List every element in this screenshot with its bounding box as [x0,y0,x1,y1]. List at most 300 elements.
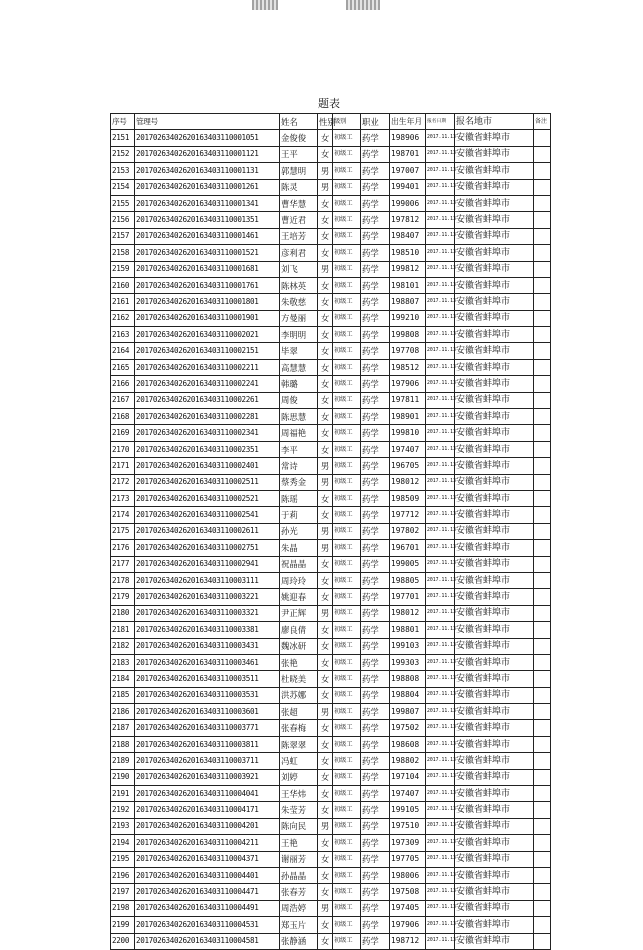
cell-birth: 197407 [390,441,426,457]
cell-date: 2017.11.13 [426,753,455,769]
cell-date: 2017.11.13 [426,867,455,883]
cell-id: 20170263402620163403110001121 [135,146,280,162]
cell-name: 杜晓美 [280,671,318,687]
cell-id: 20170263402620163403110002241 [135,376,280,392]
cell-sex: 女 [318,572,333,588]
cell-sex: 女 [318,392,333,408]
table-row [111,736,551,752]
cell-name: 于莉 [280,507,318,523]
table-row [111,228,551,244]
table-row [111,769,551,785]
table-row [111,392,551,408]
cell-job: 药学 [361,359,390,375]
cell-city: 安徽省蚌埠市 [455,769,534,785]
cell-city: 安徽省蚌埠市 [455,638,534,654]
cell-job: 药学 [361,884,390,900]
cell-birth: 197405 [390,900,426,916]
cell-birth: 198712 [390,933,426,949]
cell-note [534,327,551,343]
cell-date: 2017.11.13 [426,704,455,720]
cell-city: 安徽省蚌埠市 [455,818,534,834]
cell-city: 安徽省蚌埠市 [455,786,534,802]
cell-name: 彦利君 [280,245,318,261]
cell-id: 20170263402620163403110001351 [135,212,280,228]
cell-id: 20170263402620163403110003431 [135,638,280,654]
cell-category: 初级工 [333,818,361,834]
cell-no: 2198 [111,900,135,916]
cell-no: 2152 [111,146,135,162]
cell-name: 郭慧明 [280,163,318,179]
cell-note [534,654,551,670]
cell-birth: 197407 [390,786,426,802]
cell-job: 药学 [361,572,390,588]
cell-name: 李明明 [280,327,318,343]
cell-note [534,163,551,179]
cell-job: 药学 [361,409,390,425]
cell-sex: 女 [318,245,333,261]
cell-birth: 197104 [390,769,426,785]
cell-category: 初级工 [333,753,361,769]
cell-no: 2154 [111,179,135,195]
cell-note [534,867,551,883]
cell-birth: 198407 [390,228,426,244]
cell-name: 韩璐 [280,376,318,392]
cell-date: 2017.11.13 [426,130,455,146]
cell-birth: 198012 [390,605,426,621]
cell-sex: 女 [318,786,333,802]
cell-date: 2017.11.13 [426,441,455,457]
cell-note [534,622,551,638]
table-row [111,589,551,605]
cell-category: 初级工 [333,654,361,670]
cell-city: 安徽省蚌埠市 [455,687,534,703]
table-row [111,540,551,556]
cell-no: 2180 [111,605,135,621]
cell-id: 20170263402620163403110003461 [135,654,280,670]
cell-category: 初级工 [333,802,361,818]
cell-date: 2017.11.13 [426,425,455,441]
cell-note [534,884,551,900]
table-row [111,359,551,375]
cell-city: 安徽省蚌埠市 [455,327,534,343]
cell-note [534,277,551,293]
cell-category: 初级工 [333,589,361,605]
cell-sex: 女 [318,654,333,670]
cell-no: 2161 [111,294,135,310]
cell-no: 2153 [111,163,135,179]
cell-city: 安徽省蚌埠市 [455,458,534,474]
cell-city: 安徽省蚌埠市 [455,753,534,769]
cell-category: 初级工 [333,851,361,867]
cell-no: 2185 [111,687,135,703]
cell-note [534,802,551,818]
table-row [111,786,551,802]
cell-no: 2164 [111,343,135,359]
cell-id: 20170263402620163403110002351 [135,441,280,457]
cell-date: 2017.11.13 [426,900,455,916]
cell-category: 初级工 [333,392,361,408]
cell-category: 初级工 [333,933,361,949]
cell-job: 药学 [361,310,390,326]
cell-no: 2165 [111,359,135,375]
cell-category: 初级工 [333,458,361,474]
col-header-city: 报名地市 [455,114,534,130]
cell-name: 李平 [280,441,318,457]
cell-no: 2179 [111,589,135,605]
cell-category: 初级工 [333,310,361,326]
table-row [111,146,551,162]
cell-note [534,130,551,146]
cell-no: 2174 [111,507,135,523]
table-row [111,212,551,228]
cell-no: 2194 [111,835,135,851]
cell-birth: 197502 [390,720,426,736]
cell-job: 药学 [361,490,390,506]
cell-sex: 女 [318,343,333,359]
cell-birth: 199210 [390,310,426,326]
cell-category: 初级工 [333,359,361,375]
cell-birth: 199005 [390,556,426,572]
scan-artifact [346,0,380,10]
cell-job: 药学 [361,277,390,293]
cell-job: 药学 [361,835,390,851]
cell-birth: 196701 [390,540,426,556]
cell-id: 20170263402620163403110003531 [135,687,280,703]
cell-date: 2017.11.13 [426,687,455,703]
cell-name: 周福艳 [280,425,318,441]
cell-sex: 男 [318,163,333,179]
cell-birth: 197906 [390,376,426,392]
cell-city: 安徽省蚌埠市 [455,359,534,375]
cell-category: 初级工 [333,917,361,933]
cell-category: 初级工 [333,769,361,785]
table-row [111,900,551,916]
cell-id: 20170263402620163403110004531 [135,917,280,933]
cell-name: 高慧慧 [280,359,318,375]
cell-date: 2017.11.13 [426,310,455,326]
cell-category: 初级工 [333,540,361,556]
cell-id: 20170263402620163403110001901 [135,310,280,326]
table-row [111,818,551,834]
table-row [111,327,551,343]
cell-category: 初级工 [333,228,361,244]
cell-id: 20170263402620163403110002211 [135,359,280,375]
cell-job: 药学 [361,261,390,277]
cell-sex: 女 [318,425,333,441]
cell-job: 药学 [361,212,390,228]
cell-name: 刘婷 [280,769,318,785]
cell-id: 20170263402620163403110001461 [135,228,280,244]
roster-table [110,113,551,950]
cell-id: 20170263402620163403110003321 [135,605,280,621]
cell-birth: 198808 [390,671,426,687]
table-header-row [111,114,551,130]
cell-date: 2017.11.13 [426,556,455,572]
cell-id: 20170263402620163403110004581 [135,933,280,949]
cell-no: 2186 [111,704,135,720]
page-title: 题表 [318,97,340,110]
cell-name: 陈翠翠 [280,736,318,752]
cell-sex: 女 [318,917,333,933]
cell-note [534,638,551,654]
cell-city: 安徽省蚌埠市 [455,294,534,310]
cell-birth: 199401 [390,179,426,195]
cell-no: 2160 [111,277,135,293]
cell-name: 陈思慧 [280,409,318,425]
col-header-name: 姓名 [280,114,318,130]
cell-sex: 女 [318,556,333,572]
cell-note [534,261,551,277]
cell-birth: 198804 [390,687,426,703]
cell-job: 药学 [361,867,390,883]
table-row [111,261,551,277]
cell-name: 张春梅 [280,720,318,736]
cell-note [534,572,551,588]
cell-category: 初级工 [333,474,361,490]
cell-name: 陈林英 [280,277,318,293]
cell-note [534,605,551,621]
cell-sex: 女 [318,638,333,654]
cell-date: 2017.11.13 [426,884,455,900]
cell-sex: 女 [318,441,333,457]
cell-job: 药学 [361,179,390,195]
cell-job: 药学 [361,441,390,457]
cell-name: 王培芳 [280,228,318,244]
cell-date: 2017.11.13 [426,786,455,802]
cell-note [534,687,551,703]
cell-date: 2017.11.13 [426,392,455,408]
cell-birth: 197508 [390,884,426,900]
cell-birth: 198608 [390,736,426,752]
cell-note [534,786,551,802]
cell-job: 药学 [361,818,390,834]
cell-city: 安徽省蚌埠市 [455,425,534,441]
cell-id: 20170263402620163403110001801 [135,294,280,310]
cell-category: 初级工 [333,867,361,883]
table-row [111,474,551,490]
cell-id: 20170263402620163403110001681 [135,261,280,277]
cell-city: 安徽省蚌埠市 [455,245,534,261]
cell-sex: 男 [318,704,333,720]
cell-no: 2195 [111,851,135,867]
cell-job: 药学 [361,425,390,441]
cell-sex: 女 [318,212,333,228]
cell-date: 2017.11.13 [426,933,455,949]
cell-note [534,507,551,523]
cell-category: 初级工 [333,835,361,851]
table-row [111,671,551,687]
table-row [111,835,551,851]
cell-category: 初级工 [333,146,361,162]
cell-no: 2166 [111,376,135,392]
cell-city: 安徽省蚌埠市 [455,736,534,752]
cell-category: 初级工 [333,343,361,359]
cell-city: 安徽省蚌埠市 [455,392,534,408]
cell-job: 药学 [361,343,390,359]
cell-id: 20170263402620163403110003771 [135,720,280,736]
cell-category: 初级工 [333,376,361,392]
cell-no: 2168 [111,409,135,425]
cell-job: 药学 [361,720,390,736]
cell-city: 安徽省蚌埠市 [455,851,534,867]
cell-birth: 198801 [390,622,426,638]
cell-note [534,704,551,720]
cell-category: 初级工 [333,605,361,621]
table-row [111,687,551,703]
cell-city: 安徽省蚌埠市 [455,802,534,818]
cell-id: 20170263402620163403110001521 [135,245,280,261]
cell-name: 毕翠 [280,343,318,359]
cell-date: 2017.11.13 [426,802,455,818]
cell-note [534,720,551,736]
cell-birth: 197906 [390,917,426,933]
cell-note [534,228,551,244]
cell-sex: 女 [318,867,333,883]
cell-id: 20170263402620163403110001131 [135,163,280,179]
cell-job: 药学 [361,327,390,343]
cell-no: 2170 [111,441,135,457]
cell-no: 2156 [111,212,135,228]
cell-birth: 199303 [390,654,426,670]
cell-job: 药学 [361,622,390,638]
cell-id: 20170263402620163403110004471 [135,884,280,900]
table-row [111,851,551,867]
cell-sex: 女 [318,687,333,703]
cell-city: 安徽省蚌埠市 [455,900,534,916]
cell-city: 安徽省蚌埠市 [455,884,534,900]
cell-name: 张静涵 [280,933,318,949]
cell-category: 初级工 [333,572,361,588]
cell-date: 2017.11.13 [426,294,455,310]
scan-artifact [252,0,278,10]
cell-name: 朱敬慈 [280,294,318,310]
cell-id: 20170263402620163403110003921 [135,769,280,785]
cell-city: 安徽省蚌埠市 [455,343,534,359]
cell-note [534,146,551,162]
cell-note [534,933,551,949]
cell-date: 2017.11.13 [426,163,455,179]
cell-date: 2017.11.13 [426,654,455,670]
cell-category: 初级工 [333,294,361,310]
cell-category: 初级工 [333,622,361,638]
cell-sex: 女 [318,310,333,326]
cell-city: 安徽省蚌埠市 [455,540,534,556]
col-header-sex: 性别 [318,114,333,130]
cell-date: 2017.11.13 [426,458,455,474]
cell-note [534,769,551,785]
cell-name: 曹近君 [280,212,318,228]
cell-birth: 198510 [390,245,426,261]
cell-note [534,490,551,506]
cell-city: 安徽省蚌埠市 [455,163,534,179]
table-row [111,277,551,293]
table-row [111,753,551,769]
cell-name: 孙晶晶 [280,867,318,883]
cell-sex: 女 [318,359,333,375]
cell-category: 初级工 [333,507,361,523]
cell-birth: 197309 [390,835,426,851]
cell-birth: 199812 [390,261,426,277]
cell-id: 20170263402620163403110004171 [135,802,280,818]
cell-note [534,441,551,457]
cell-note [534,310,551,326]
cell-date: 2017.11.13 [426,572,455,588]
table-row [111,409,551,425]
cell-birth: 198509 [390,490,426,506]
cell-sex: 女 [318,933,333,949]
cell-birth: 198807 [390,294,426,310]
cell-date: 2017.11.13 [426,917,455,933]
cell-name: 孙光 [280,523,318,539]
cell-sex: 男 [318,458,333,474]
cell-job: 药学 [361,507,390,523]
cell-birth: 199006 [390,195,426,211]
cell-no: 2187 [111,720,135,736]
table-row [111,294,551,310]
cell-date: 2017.11.13 [426,376,455,392]
cell-city: 安徽省蚌埠市 [455,523,534,539]
cell-date: 2017.11.13 [426,769,455,785]
cell-city: 安徽省蚌埠市 [455,228,534,244]
cell-birth: 199105 [390,802,426,818]
cell-city: 安徽省蚌埠市 [455,195,534,211]
table-row [111,490,551,506]
cell-birth: 198901 [390,409,426,425]
cell-city: 安徽省蚌埠市 [455,589,534,605]
cell-name: 王平 [280,146,318,162]
cell-category: 初级工 [333,277,361,293]
cell-city: 安徽省蚌埠市 [455,704,534,720]
cell-birth: 197510 [390,818,426,834]
cell-city: 安徽省蚌埠市 [455,474,534,490]
cell-category: 初级工 [333,720,361,736]
cell-category: 初级工 [333,130,361,146]
table-row [111,622,551,638]
cell-id: 20170263402620163403110002151 [135,343,280,359]
cell-job: 药学 [361,605,390,621]
cell-sex: 男 [318,474,333,490]
cell-note [534,343,551,359]
cell-birth: 199810 [390,425,426,441]
cell-date: 2017.11.13 [426,835,455,851]
table-row [111,179,551,195]
cell-job: 药学 [361,736,390,752]
table-row [111,556,551,572]
cell-job: 药学 [361,474,390,490]
cell-birth: 197705 [390,851,426,867]
cell-city: 安徽省蚌埠市 [455,622,534,638]
cell-id: 20170263402620163403110002521 [135,490,280,506]
cell-no: 2172 [111,474,135,490]
cell-sex: 女 [318,753,333,769]
table-row [111,507,551,523]
cell-job: 药学 [361,753,390,769]
table-row [111,638,551,654]
cell-category: 初级工 [333,195,361,211]
cell-job: 药学 [361,376,390,392]
cell-id: 20170263402620163403110003511 [135,671,280,687]
cell-category: 初级工 [333,556,361,572]
cell-note [534,736,551,752]
cell-date: 2017.11.13 [426,720,455,736]
cell-name: 陈瑶 [280,490,318,506]
cell-id: 20170263402620163403110002341 [135,425,280,441]
cell-no: 2171 [111,458,135,474]
cell-sex: 女 [318,736,333,752]
table-row [111,933,551,949]
cell-date: 2017.11.13 [426,228,455,244]
cell-job: 药学 [361,900,390,916]
